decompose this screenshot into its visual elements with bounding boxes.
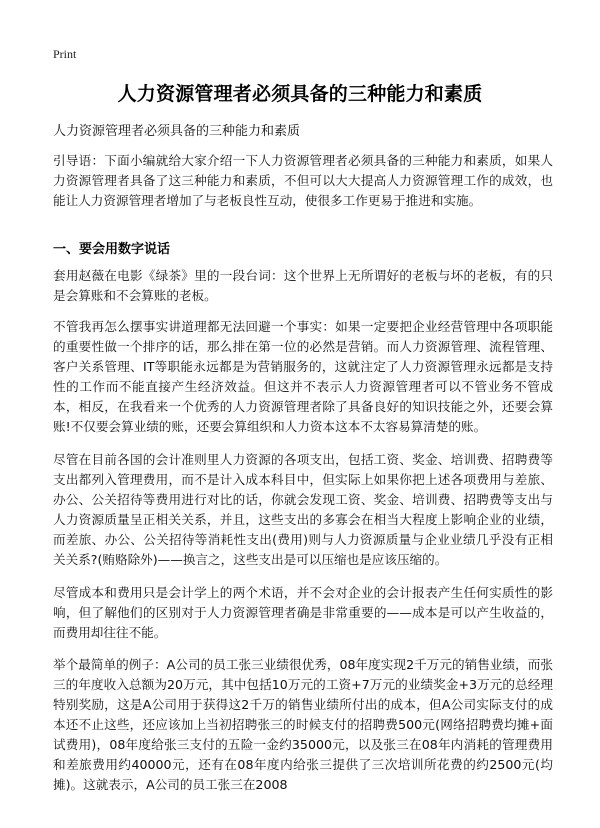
print-label[interactable]: Print <box>53 47 77 61</box>
body-paragraph: 尽管在目前各国的会计准则里人力资源的各项支出，包括工资、奖金、培训费、招聘费等支出都列入管理费用，而不是计入成本科目中，但实际上如果你把上述各项费用与差旅、办公、公关招待等费用进行对比的话，你就会发现工资、奖金、培训费、招聘费等支出与人力资源质量呈正相关关系，并且，这些支出的多寡会在相当大程度上影响企业的业绩，而差旅、办公、公关招待等消耗性支出(费用)则与人力资源质量与企业业绩几乎没有正相关关系?(贿赂除外)——换言之，这些支出是可以压缩也是应该压缩的。 <box>53 452 553 567</box>
section-heading: 一、要会用数字说话 <box>53 242 171 257</box>
intro-paragraph: 引导语：下面小编就给大家介绍一下人力资源管理者必须具备的三种能力和素质，如果人力资源管理者具备了这三种能力和素质，不但可以大大提高人力资源管理工作的成效，也能让人力资源管理者增加了与老板良性互动，使很多工作更易于推进和实施。 <box>53 153 553 208</box>
body-paragraph: 套用赵薇在电影《绿茶》里的一段台词：这个世界上无所谓好的老板与坏的老板，有的只是会算账和不会算账的老板。 <box>53 268 553 303</box>
document-subtitle: 人力资源管理者必须具备的三种能力和素质 <box>53 124 301 139</box>
body-paragraph: 举个最简单的例子：A公司的员工张三业绩很优秀，08年度实现2千万元的销售业绩，而张三的年度收入总额为20万元，其中包括10万元的工资+7万元的业绩奖金+3万元的总经理特别奖励，这是A公司用于获得这2千万的销售业绩所付出的成本，但A公司实际支付的成本还不止这些，还应该加上当初招聘张三的时候支付的招聘费500元(网络招聘费均摊+面试费用)，08年度给张三支付的五险一金约35000元，以及张三在08年内消耗的管理费用和差旅费用约40000元，还有在08年度内给张三提供了三次培训所花费的约2500元(均摊)。这就表示，A公司的员工张三在2008 <box>53 657 553 792</box>
body-paragraph: 尽管成本和费用只是会计学上的两个术语，并不会对企业的会计报表产生任何实质性的影响，但了解他们的区别对于人力资源管理者确是非常重要的——成本是可以产生收益的，而费用却往往不能。 <box>53 585 553 640</box>
body-paragraph: 不管我再怎么摆事实讲道理都无法回避一个事实：如果一定要把企业经营管理中各项职能的重要性做一个排序的话，那么排在第一位的必然是营销。而人力资源管理、流程管理、客户关系管理、IT等职能永远都是为营销服务的，这就注定了人力资源管理永远都是支持性的工作而不能直接产生经济效益。但这并不表示人力资源管理者可以不管业务不管成本，相反，在我看来一个优秀的人力资源管理者除了具备良好的知识技能之外，还要会算账!不仅要会算业绩的账，还要会算组织和人力资本这本不太容易算清楚的账。 <box>53 319 553 434</box>
document-title: 人力资源管理者必须具备的三种能力和素质 <box>117 83 483 105</box>
